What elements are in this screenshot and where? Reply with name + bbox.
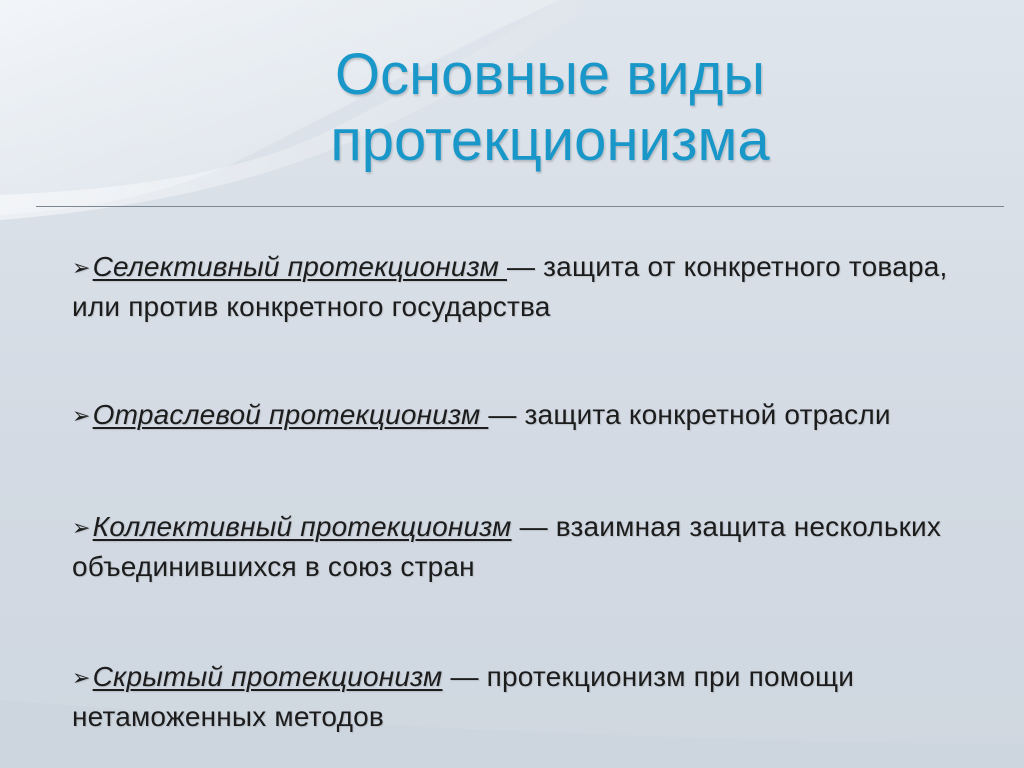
term-selective: Селективный протекционизм [92, 251, 507, 282]
definition-sectoral: — защита конкретной отрасли [488, 399, 891, 430]
list-item-sectoral [72, 396, 972, 436]
slide-title-line-1: Основные виды [334, 42, 766, 107]
list-item-hidden [72, 658, 972, 736]
list-item-collective [72, 508, 972, 586]
term-hidden: Скрытый протекционизм [92, 661, 443, 692]
arrow-bullet-icon: ➢ [72, 665, 91, 690]
arrow-bullet-icon: ➢ [72, 515, 91, 540]
term-sectoral: Отраслевой протекционизм [92, 399, 489, 430]
definition-selective: — защита от конкретного товара, или против конкретного государства [72, 251, 948, 322]
slide-title [200, 42, 900, 174]
definition-hidden: — протекционизм при помощи нетаможенных методов [72, 661, 855, 732]
list-item-selective [72, 248, 972, 326]
arrow-bullet-icon: ➢ [72, 403, 91, 428]
arrow-bullet-icon: ➢ [72, 255, 91, 280]
slide-title-line-2: протекционизма [330, 108, 770, 173]
definition-collective: — взаимная защита нескольких объединившихся в союз стран [72, 511, 942, 582]
term-collective: Коллективный протекционизм [92, 511, 512, 542]
title-divider [36, 206, 1004, 207]
